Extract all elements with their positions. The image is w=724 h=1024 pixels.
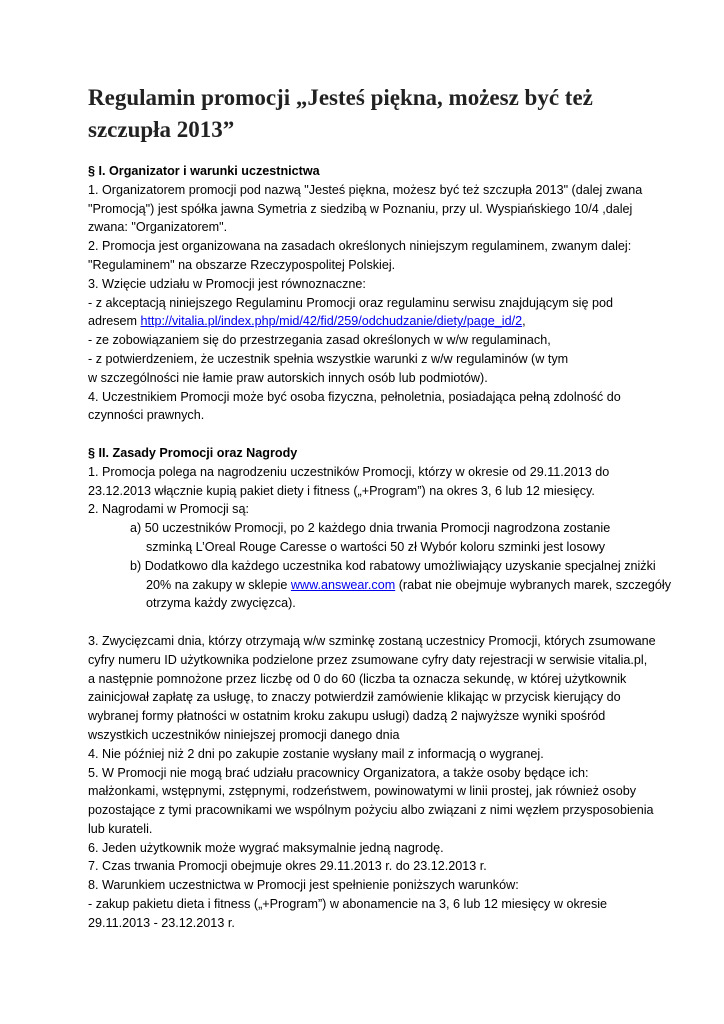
text-segment: adresem bbox=[88, 314, 141, 329]
paragraph-line bbox=[88, 312, 648, 331]
paragraph-line: "Regulaminem" na obszarze Rzeczypospolitej Polskiej. bbox=[88, 257, 396, 272]
section-heading: § I. Organizator i warunki uczestnictwa bbox=[88, 164, 320, 178]
paragraph-line: 2. Nagrodami w Promocji są: bbox=[88, 502, 249, 517]
spacer bbox=[88, 613, 648, 632]
vitalia-link[interactable]: http://vitalia.pl/index.php/mid/42/fid/259/odchudzanie/diety/page_id/2 bbox=[140, 314, 523, 329]
text-segment: (rabat nie obejmuje wybranych marek, szczegóły bbox=[395, 577, 672, 592]
paragraph-line: a następnie pomnożone przez liczbę od 0 do 60 (liczba ta oznacza sekundę, w której użytkownik bbox=[88, 671, 627, 686]
indented-line: otrzyma każdy zwycięzca). bbox=[146, 596, 296, 611]
paragraph-line: 3. Wzięcie udziału w Promocji jest równoznaczne: bbox=[88, 276, 366, 291]
paragraph-line: pozostające z tymi pracownikami we wspólnym pożyciu albo związani z nimi węzłem przysposobienia bbox=[88, 803, 654, 818]
paragraph-line: 4. Uczestnikiem Promocji może być osoba fizyczna, pełnoletnia, posiadająca pełną zdolność do bbox=[88, 389, 621, 404]
title-line: Regulamin promocji „Jesteś piękna, możesz być też bbox=[88, 85, 593, 110]
document-body bbox=[88, 162, 672, 933]
paragraph-line: wybranej formy płatności w ostatnim kroku zakupu usługi) dadzą 2 najwyższe wyniki spośród bbox=[88, 709, 606, 724]
title-line: szczupła 2013” bbox=[88, 117, 235, 142]
paragraph-line: małżonkami, wstępnymi, zstępnymi, rodzeństwem, powinowatymi w linii prostej, jak również osoby bbox=[88, 784, 637, 799]
paragraph-line: - z potwierdzeniem, że uczestnik spełnia wszystkie warunki z w/w regulaminów (w tym bbox=[88, 351, 569, 366]
paragraph-line: - z akceptacją niniejszego Regulaminu Promocji oraz regulaminu serwisu znajdującym się pod bbox=[88, 295, 613, 310]
text-segment: 20% na zakupy w sklepie bbox=[146, 577, 291, 592]
paragraph-line: 4. Nie później niż 2 dni po zakupie zostanie wysłany mail z informacją o wygranej. bbox=[88, 746, 544, 761]
indented-line: b) Dodatkowo dla każdego uczestnika kod rabatowy umożliwiający uzyskanie specjalnej zniżki bbox=[130, 558, 656, 573]
indented-line bbox=[88, 576, 672, 595]
section-heading: § II. Zasady Promocji oraz Nagrody bbox=[88, 445, 298, 460]
paragraph-line: 1. Promocja polega na nagrodzeniu uczestników Promocji, którzy w okresie od 29.11.2013 do bbox=[88, 464, 610, 479]
answear-link[interactable]: www.answear.com bbox=[290, 577, 396, 592]
paragraph-line: 2. Promocja jest organizowana na zasadach określonych niniejszym regulaminem, zwanym dalej: bbox=[88, 239, 632, 254]
paragraph-line: 23.12.2013 włącznie kupią pakiet diety i fitness („+Program”) na okres 3, 6 lub 12 miesięcy. bbox=[88, 483, 595, 498]
paragraph-line: - zakup pakietu dieta i fitness („+Program”) w abonamencie na 3, 6 lub 12 miesięcy w okresie bbox=[88, 897, 608, 912]
paragraph-line: zwana: "Organizatorem". bbox=[88, 220, 228, 235]
paragraph-line: 5. W Promocji nie mogą brać udziału pracownicy Organizatora, a także osoby będące ich: bbox=[88, 765, 589, 780]
paragraph-line: 29.11.2013 - 23.12.2013 r. bbox=[88, 915, 235, 930]
paragraph-line: 8. Warunkiem uczestnictwa w Promocji jest spełnienie poniższych warunków: bbox=[88, 878, 519, 893]
paragraph-line: 3. Zwycięzcami dnia, którzy otrzymają w/w szminkę zostaną uczestnicy Promocji, których zsumowane bbox=[88, 633, 656, 648]
document-title bbox=[88, 82, 648, 146]
paragraph-line: 7. Czas trwania Promocji obejmuje okres 29.11.2013 r. do 23.12.2013 r. bbox=[88, 859, 487, 874]
paragraph-line: wszystkich uczestników niniejszej promocji danego dnia bbox=[88, 727, 400, 742]
paragraph-line: zainicjował zapłatę za usługę, to znaczy potwierdził zamówienie klikając w przycisk kierujący do bbox=[88, 690, 621, 705]
paragraph-line: w szczególności nie łamie praw autorskich innych osób lub podmiotów). bbox=[88, 370, 488, 385]
paragraph-line: "Promocją") jest spółka jawna Symetria z siedzibą w Poznaniu, przy ul. Wyspiańskiego 10/4 ,dalej bbox=[88, 201, 633, 216]
paragraph-line: cyfry numeru ID użytkownika podzielone przez zsumowane cyfry daty rejestracji w serwisie vitalia.pl, bbox=[88, 652, 648, 667]
paragraph-line: - ze zobowiązaniem się do przestrzegania zasad określonych w w/w regulaminach, bbox=[88, 333, 551, 348]
paragraph-line: 6. Jeden użytkownik może wygrać maksymalnie jedną nagrodę. bbox=[88, 840, 444, 855]
indented-line: a) 50 uczestników Promocji, po 2 każdego dnia trwania Promocji nagrodzona zostanie bbox=[130, 521, 611, 536]
text-segment: , bbox=[522, 314, 526, 329]
spacer bbox=[88, 425, 648, 444]
paragraph-line: lub kurateli. bbox=[88, 821, 153, 836]
paragraph-line: 1. Organizatorem promocji pod nazwą "Jesteś piękna, możesz być też szczupła 2013" (dalej zwana bbox=[88, 182, 643, 197]
indented-line: szminką L’Oreal Rouge Caresse o wartości 50 zł Wybór koloru szminki jest losowy bbox=[146, 539, 606, 554]
paragraph-line: czynności prawnych. bbox=[88, 408, 205, 423]
